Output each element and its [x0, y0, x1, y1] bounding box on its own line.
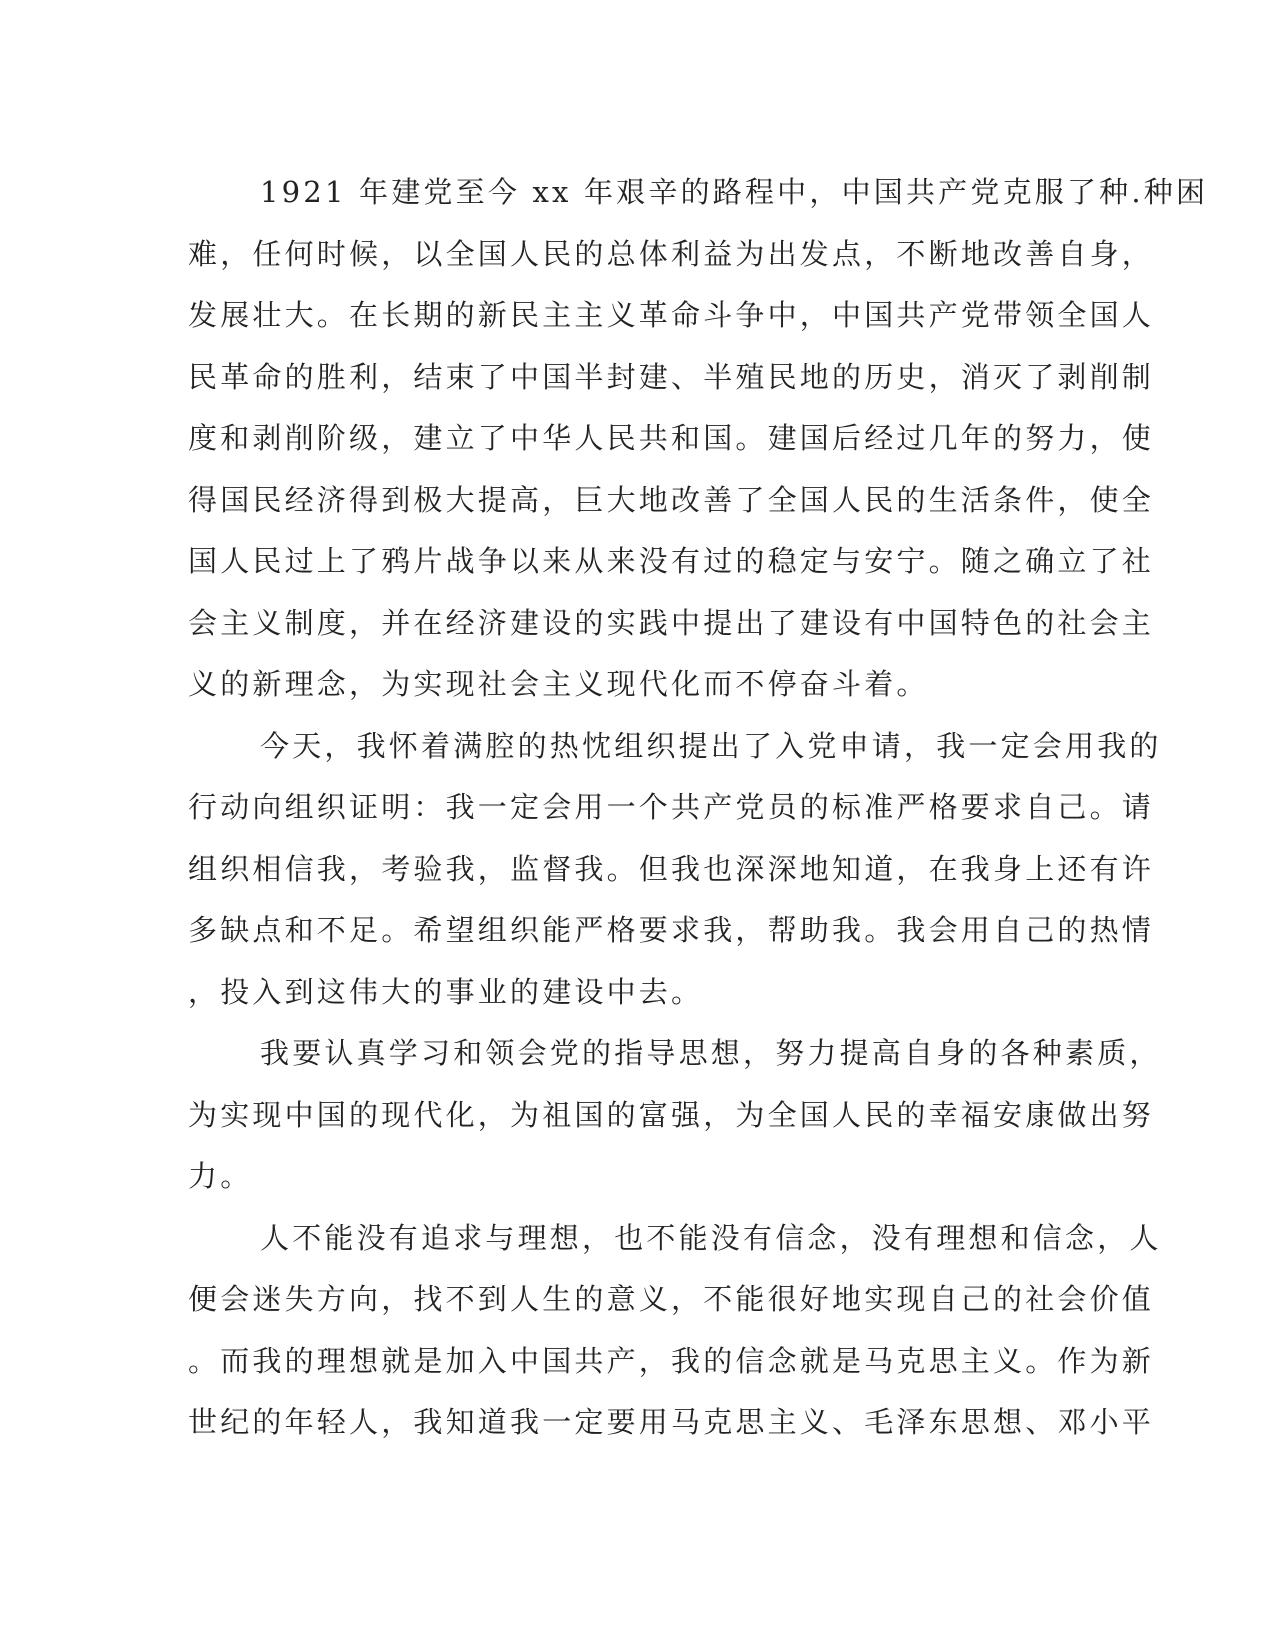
text-line: 便会迷失方向，找不到人生的意义，不能很好地实现自己的社会价值	[188, 1282, 1155, 1316]
paragraph-2	[188, 716, 1162, 1024]
text-line: 。而我的理想就是加入中国共产，我的信念就是马克思主义。作为新	[188, 1343, 1155, 1378]
text-line: 发展壮大。在长期的新民主主义革命斗争中，中国共产党带领全国人	[188, 298, 1155, 332]
text-line: 难，任何时候，以全国人民的总体利益为出发点，不断地改善自身，	[188, 236, 1155, 271]
document-body	[188, 162, 1209, 1454]
text-line: 多缺点和不足。希望组织能严格要求我，帮助我。我会用自己的热情	[188, 913, 1155, 947]
text-line: 1921 年建党至今 xx 年艰辛的路程中，中国共产党克服了种.种困	[260, 175, 1209, 209]
text-line: 得国民经济得到极大提高，巨大地改善了全国人民的生活条件，使全	[188, 482, 1155, 517]
text-line: 度和剥削阶级，建立了中华人民共和国。建国后经过几年的努力，使	[188, 421, 1155, 455]
text-line: 民革命的胜利，结束了中国半封建、半殖民地的历史，消灭了剥削制	[188, 359, 1155, 394]
text-line: 国人民过上了鸦片战争以来从来没有过的稳定与安宁。随之确立了社	[188, 544, 1155, 578]
text-line: 世纪的年轻人，我知道我一定要用马克思主义、毛泽东思想、邓小平	[188, 1405, 1155, 1439]
text-line: 今天，我怀着满腔的热忱组织提出了入党申请，我一定会用我的	[260, 728, 1162, 763]
text-line: 人不能没有追求与理想，也不能没有信念，没有理想和信念，人	[260, 1220, 1162, 1255]
text-line: 义的新理念，为实现社会主义现代化而不停奋斗着。	[188, 667, 929, 701]
text-line: 组织相信我，考验我，监督我。但我也深深地知道，在我身上还有许	[188, 851, 1155, 886]
text-line: 行动向组织证明：我一定会用一个共产党员的标准严格要求自己。请	[188, 790, 1155, 824]
paragraph-1	[188, 162, 1209, 716]
paragraph-3	[188, 1023, 1162, 1208]
text-line: 为实现中国的现代化，为祖国的富强，为全国人民的幸福安康做出努	[188, 1097, 1155, 1132]
text-line: ，投入到这伟大的事业的建设中去。	[188, 974, 704, 1009]
text-line: 会主义制度，并在经济建设的实践中提出了建设有中国特色的社会主	[188, 605, 1155, 640]
text-line: 我要认真学习和领会党的指导思想，努力提高自身的各种素质，	[260, 1036, 1162, 1070]
paragraph-4	[188, 1208, 1162, 1454]
text-line: 力。	[188, 1159, 253, 1193]
